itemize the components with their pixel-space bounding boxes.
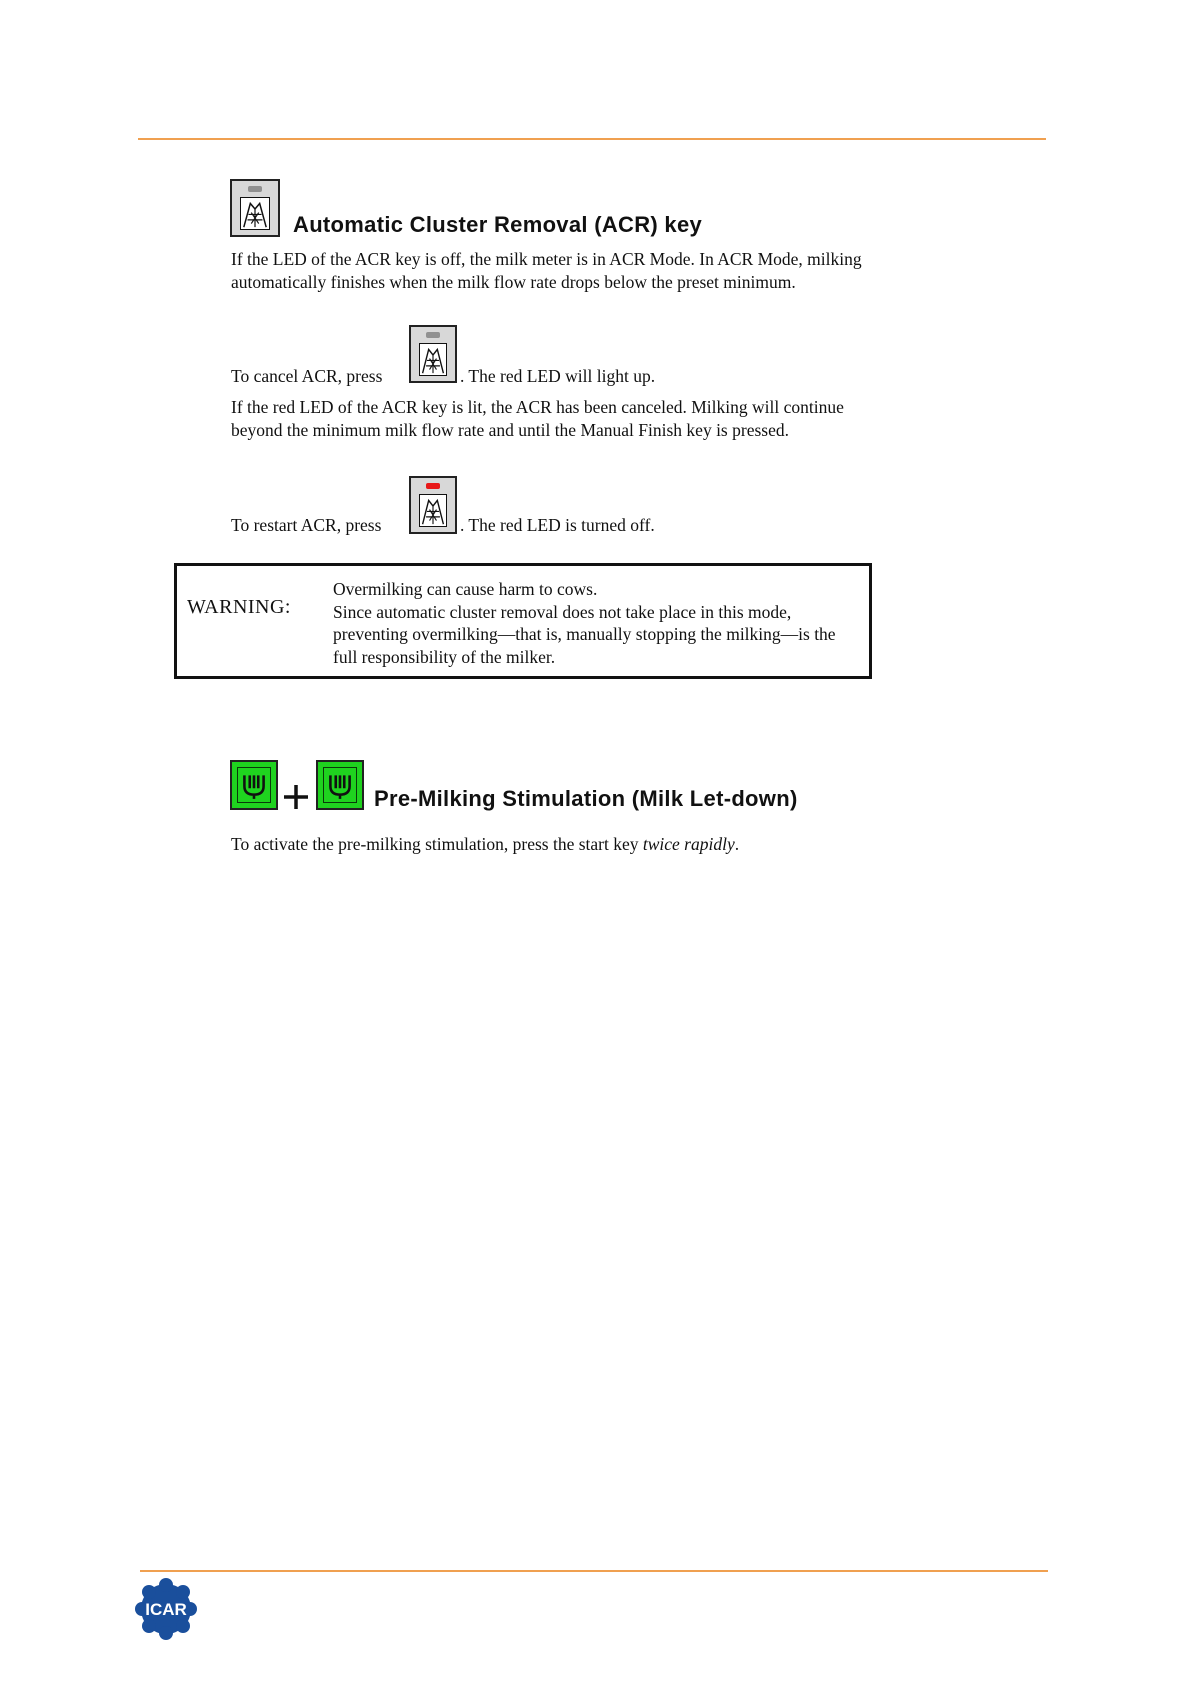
acr-led-on-icon bbox=[426, 483, 440, 489]
restart-acr-suffix: . The red LED is turned off. bbox=[460, 515, 655, 535]
acr-key-icon bbox=[409, 325, 457, 383]
warning-box bbox=[174, 563, 872, 679]
restart-acr-prefix: To restart ACR, press bbox=[231, 515, 382, 535]
acr-key-icon bbox=[230, 179, 280, 237]
header-rule bbox=[138, 138, 1046, 140]
premilking-heading: Pre-Milking Stimulation (Milk Let-down) bbox=[374, 786, 798, 811]
acr-intro-text: If the LED of the ACR key is off, the milk meter is in ACR Mode. In ACR Mode, milking automatically finishes when the milk flow rate drops below the preset minimum. bbox=[231, 249, 862, 292]
premilking-text-after: . bbox=[734, 834, 740, 854]
cancel-acr-suffix: . The red LED will light up. bbox=[460, 366, 656, 386]
acr-key-red-led-icon bbox=[409, 476, 457, 534]
plus-icon bbox=[283, 784, 309, 810]
acr-heading: Automatic Cluster Removal (ACR) key bbox=[293, 212, 703, 237]
warning-label: WARNING: bbox=[187, 596, 291, 618]
premilking-text-emphasis: twice rapidly bbox=[642, 834, 735, 854]
cancel-acr-prefix: To cancel ACR, press bbox=[231, 366, 383, 386]
acr-lit-text: If the red LED of the ACR key is lit, the ACR has been canceled. Milking will continue beyond the minimum milk flow rate and until the Manual Finish key is pressed. bbox=[231, 397, 844, 440]
warning-line-2: Since automatic cluster removal does not take place in this mode, preventing overmilking—that is, manually stopping the milking—is the full responsibility of the milker. bbox=[333, 601, 836, 667]
icar-logo-text: ICAR bbox=[145, 1600, 187, 1619]
icar-logo-icon bbox=[134, 1577, 198, 1641]
premilking-text bbox=[231, 834, 739, 855]
premilking-text-before: To activate the pre-milking stimulation, press the start key bbox=[231, 834, 643, 854]
acr-led-off-icon bbox=[248, 186, 262, 192]
start-key-icon bbox=[230, 760, 278, 810]
footer-rule bbox=[140, 1570, 1048, 1572]
warning-line-1: Overmilking can cause harm to cows. bbox=[333, 579, 598, 599]
warning-text bbox=[333, 578, 863, 668]
start-key-icon bbox=[316, 760, 364, 810]
acr-led-off-icon bbox=[426, 332, 440, 338]
